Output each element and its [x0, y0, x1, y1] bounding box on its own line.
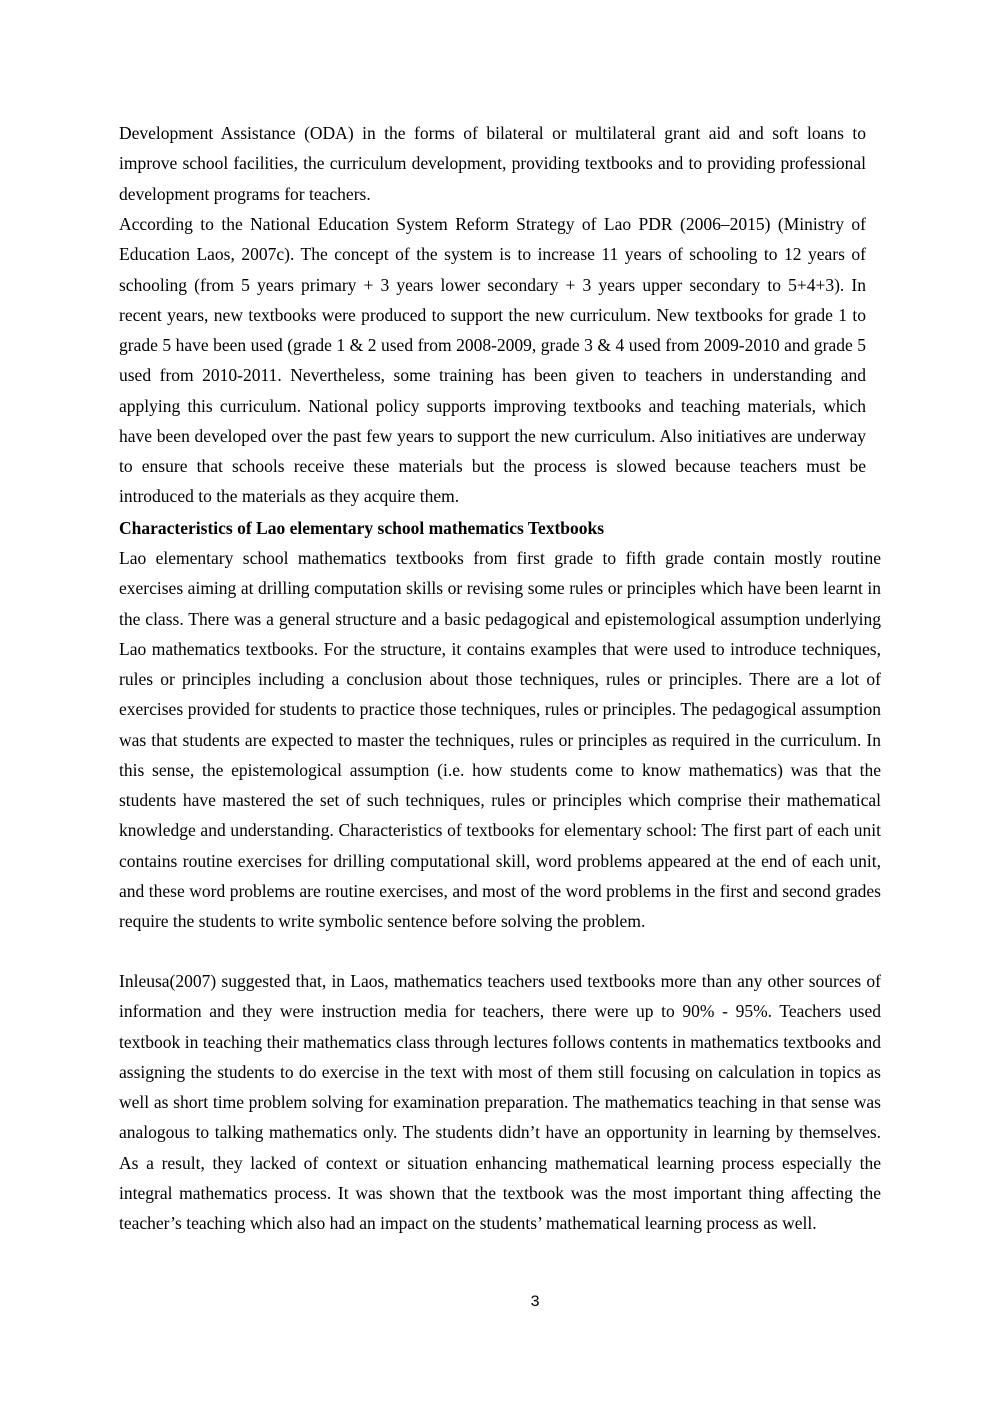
- paragraph-reform-strategy: According to the National Education System Reform Strategy of Lao PDR (2006–2015) (Ministry of Education Laos, 2007c). The concept of the system is to increase 11 years of schooling to 12 years of schooling (from 5 years primary + 3 years lower secondary + 3 years upper secondary to 5+4+3). In recent years, new textbooks were produced to support the new curriculum. New textbooks for grade 1 to grade 5 have been used (grade 1 & 2 used from 2008-2009, grade 3 & 4 used from 2009-2010 and grade 5 used from 2010-2011. Nevertheless, some training has been given to teachers in understanding and applying this curriculum. National policy supports improving textbooks and teaching materials, which have been developed over the past few years to support the new curriculum. Also initiatives are underway to ensure that schools receive these materials but the process is slowed because teachers must be introduced to the materials as they acquire them.: [119, 214, 866, 507]
- page-number: 3: [530, 1293, 540, 1311]
- paragraph-oda: Development Assistance (ODA) in the forms of bilateral or multilateral grant aid and soft loans to improve school facilities, the curriculum development, providing textbooks and to providing professional development programs for teachers.: [119, 123, 866, 204]
- paragraph-inleusa: Inleusa(2007) suggested that, in Laos, mathematics teachers used textbooks more than any other sources of information and they were instruction media for teachers, there were up to 90% - 95%. Teachers used textbook in teaching their mathematics class through lectures follows contents in mathematics textbooks and assigning the students to do exercise in the text with most of them still focusing on calculation in topics as well as short time problem solving for examination preparation. The mathematics teaching in that sense was analogous to talking mathematics only. The students didn’t have an opportunity in learning by themselves. As a result, they lacked of context or situation enhancing mathematical learning process especially the integral mathematics process. It was shown that the textbook was the most important thing affecting the teacher’s teaching which also had an impact on the students’ mathematical learning process as well.: [119, 971, 881, 1233]
- section-heading: Characteristics of Lao elementary school mathematics Textbooks: [119, 518, 605, 538]
- paragraph-textbook-characteristics: Lao elementary school mathematics textbooks from first grade to fifth grade contain mostly routine exercises aiming at drilling computation skills or revising some rules or principles which have been learnt in the class. There was a general structure and a basic pedagogical and epistemological assumption underlying Lao mathematics textbooks. For the structure, it contains examples that were used to introduce techniques, rules or principles including a conclusion about those techniques, rules or principles. There are a lot of exercises provided for students to practice those techniques, rules or principles. The pedagogical assumption was that students are expected to master the techniques, rules or principles as required in the curriculum. In this sense, the epistemological assumption (i.e. how students come to know mathematics) was that the students have mastered the set of such techniques, rules or principles which comprise their mathematical knowledge and understanding. Characteristics of textbooks for elementary school: The first part of each unit contains routine exercises for drilling computational skill, word problems appeared at the end of each unit, and these word problems are routine exercises, and most of the word problems in the first and second grades require the students to write symbolic sentence before solving the problem.: [119, 548, 881, 931]
